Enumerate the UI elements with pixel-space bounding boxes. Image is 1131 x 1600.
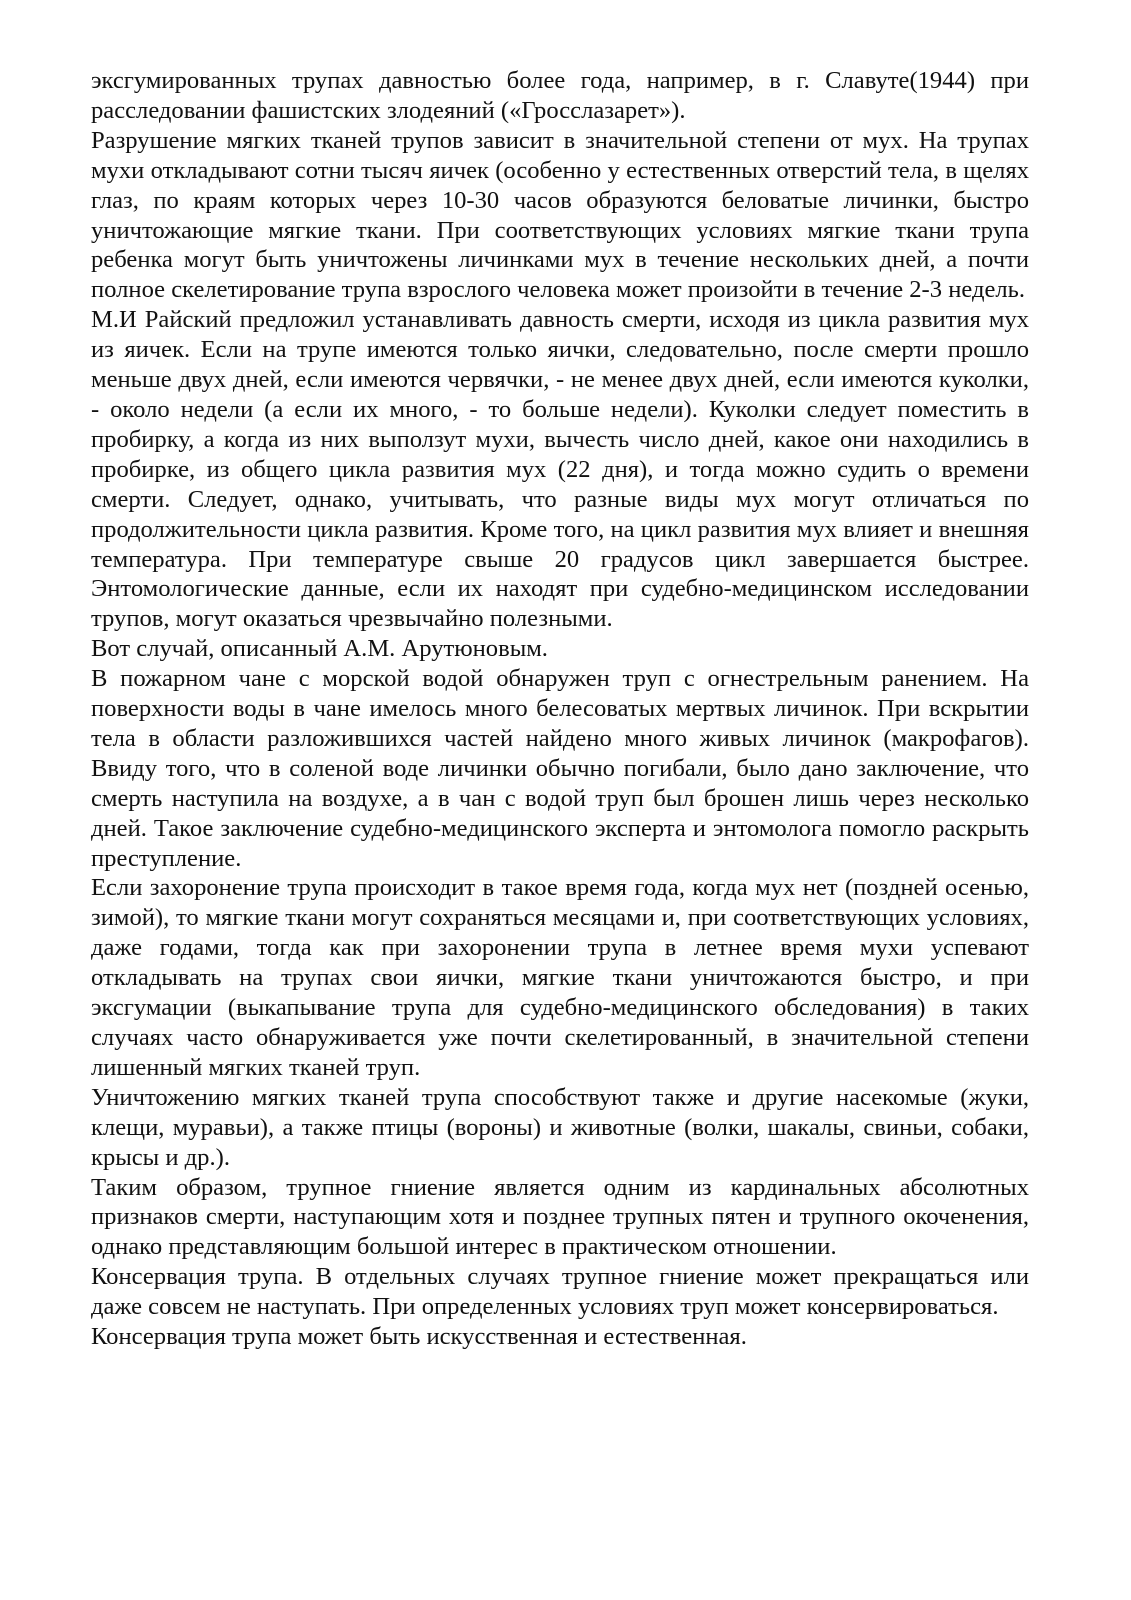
paragraph-case-intro: Вот случай, описанный А.М. Арутюновым. (91, 635, 548, 663)
paragraph-conclusion: Таким образом, трупное гниение является одним из кардинальных абсолютных признаков смерти, наступающим хотя и позднее трупных пятен и трупного окоченения, однако представляющим большой интерес в практическом отношении. (91, 1173, 1029, 1261)
paragraph-fire-tank-case: В пожарном чане с морской водой обнаружен труп с огнестрельным ранением. На поверхности воды в чане имелось много белесоватых мертвых личинок. При вскрытии тела в области разложившихся частей найдено много живых личинок (макрофагов). Ввиду того, что в соленой воде личинки обычно погибали, было дано заключение, что смерть наступила на воздухе, а в чан с водой труп был брошен лишь через несколько дней. Такое заключение судебно-медицинского эксперта и энтомолога помогло раскрыть преступление. (91, 665, 1029, 872)
paragraph-preservation: Консервация трупа. В отдельных случаях трупное гниение может прекращаться или даже совсем не наступать. При определенных условиях труп может консервироваться. (91, 1263, 1029, 1321)
paragraph-raisky-method: М.И Райский предложил устанавливать давность смерти, исходя из цикла развития мух из яичек. Если на трупе имеются только яички, следовательно, после смерти прошло меньше двух дней, если имеются червячки, - не менее двух дней, если имеются куколки, - около недели (а если их много, - то больше недели). Куколки следует поместить в пробирку, а когда из них выползут мухи, вычесть число дней, какое они находились в пробирке, из общего цикла развития мух (22 дня), и тогда можно судить о времени смерти. Следует, однако, учитывать, что разные виды мух могут отличаться по продолжительности цикла развития. Кроме того, на цикл развития мух влияет и внешняя температура. При температуре свыше 20 градусов цикл завершается быстрее. Энтомологические данные, если их находят при судебно-медицинском исследовании трупов, могут оказаться чрезвычайно полезными. (91, 306, 1029, 633)
paragraph-other-animals: Уничтожению мягких тканей трупа способствуют также и другие насекомые (жуки, клещи, муравьи), а также птицы (вороны) и животные (волки, шакалы, свиньи, собаки, крысы и др.). (91, 1083, 1029, 1171)
paragraph-burial-season: Если захоронение трупа происходит в такое время года, когда мух нет (поздней осенью, зимой), то мягкие ткани могут сохраняться месяцами и, при соответствующих условиях, даже годами, тогда как при захоронении трупа в летнее время мухи успевают откладывать на трупах свои яички, мягкие ткани уничтожаются быстро, и при эксгумации (выкапывание трупа для судебно-медицинского обследования) в таких случаях часто обнаруживается уже почти скелетированный, в значительной степени лишенный мягких тканей труп. (91, 874, 1029, 1081)
paragraph-exhumed-corpses: эксгумированных трупах давностью более года, например, в г. Славуте(1944) при расследовании фашистских злодеяний («Гросслазарет»). (91, 67, 1029, 124)
paragraph-preservation-types: Консервация трупа может быть искусственная и естественная. (91, 1323, 747, 1351)
document-page (91, 66, 1029, 1352)
paragraph-flies-destruction: Разрушение мягких тканей трупов зависит в значительной степени от мух. На трупах мухи откладывают сотни тысяч яичек (особенно у естественных отверстий тела, в щелях глаз, по краям которых через 10-30 часов образуются беловатые личинки, быстро уничтожающие мягкие ткани. При соответствующих условиях мягкие ткани трупа ребенка могут быть уничтожены личинками мух в течение нескольких дней, а почти полное скелетирование трупа взрослого человека может произойти в течение 2-3 недель. (91, 126, 1029, 304)
